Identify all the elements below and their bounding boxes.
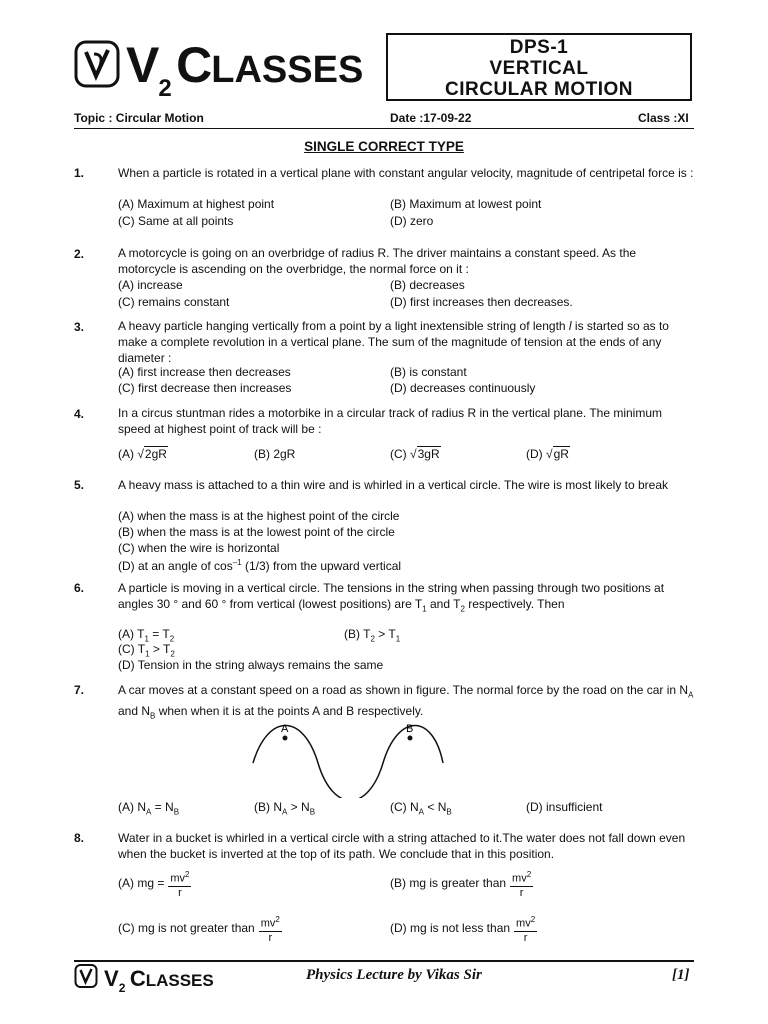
footer-logo-icon: [74, 964, 98, 988]
topic: Topic : Circular Motion: [74, 111, 204, 125]
option: (D) mg is not less than $\frac{mv^2}{r}$: [390, 915, 536, 944]
question-text: Water in a bucket is whirled in a vertical circle with a string attached to it.The water does not fall down even when the bucket is inverted at the top of its path. We conclude that in this position.: [118, 831, 686, 861]
option: (B) mg is greater than $\frac{mv^2}{r}$: [390, 870, 532, 899]
footer-brand: $V_2$ CLASSES: [104, 966, 214, 995]
question-text: A heavy mass is attached to a thin wire and is whirled in a vertical circle. The wire is most likely to break: [118, 478, 669, 492]
option: (A) mg = $\frac{mv^2}{r}$: [118, 870, 190, 899]
question-number: 5.: [74, 478, 85, 492]
option: (B) $N_A > N_B$: [254, 800, 316, 817]
option: (D) √gR: [526, 447, 569, 461]
point-a: [283, 736, 288, 741]
question-text: When a particle is rotated in a vertical plane with constant angular velocity, magnitude of centripetal force is :: [118, 166, 694, 180]
question-number: 8.: [74, 831, 85, 845]
option: (C) remains constant: [118, 295, 230, 309]
option: (D) Tension in the string always remains the same: [118, 658, 384, 672]
point-b: [408, 736, 413, 741]
class-label: Class :XI: [638, 111, 689, 125]
question-text: A car moves at a constant speed on a road as shown in figure. The normal force by the road on the car in $N_A$ and $N_B$ when when it is at the points A and B respectively.: [118, 683, 694, 721]
road-wave-figure: [248, 718, 448, 798]
date: Date :17-09-22: [390, 111, 472, 125]
option: (D) insufficient: [526, 800, 603, 814]
option: (B) $T_2 > T_1$: [344, 627, 401, 644]
question-text: A heavy particle hanging vertically from a point by a light inextensible string of length l is started so as to make a complete revolution in a vertical plane. The sum of the magnitude of tension at the ends of any diameter :: [118, 319, 669, 365]
question-text: A motorcycle is going on an overbridge of radius R. The driver maintains a constant speed. As the motorcycle is ascending on the overbridge, the normal force on it :: [118, 246, 637, 276]
option: (A) increase: [118, 278, 183, 292]
question-number: 7.: [74, 683, 85, 697]
option: (A) when the mass is at the highest point of the circle: [118, 509, 400, 523]
option: (B) 2gR: [254, 447, 296, 461]
option: (C) $T_1 > T_2$: [118, 642, 175, 659]
question-number: 3.: [74, 320, 85, 334]
option: (D) zero: [390, 214, 434, 228]
question-text: In a circus stuntman rides a motorbike in a circular track of radius R in the vertical plane. The minimum speed at highest point of track will be :: [118, 406, 662, 436]
document-title: DPS-1 VERTICAL CIRCULAR MOTION: [386, 33, 692, 101]
option: (C) first decrease then increases: [118, 381, 292, 395]
question-number: 1.: [74, 166, 85, 180]
option: (A) $N_A = N_B$: [118, 800, 180, 817]
divider: [74, 128, 694, 129]
footer-divider: [74, 960, 694, 962]
question-number: 4.: [74, 407, 85, 421]
option: (C) mg is not greater than $\frac{mv^2}{r}$: [118, 915, 280, 944]
option: (C) $N_A < N_B$: [390, 800, 452, 817]
option: (D) decreases continuously: [390, 381, 536, 395]
question-number: 2.: [74, 247, 85, 261]
option: (B) decreases: [390, 278, 465, 292]
label-b: B: [406, 723, 414, 735]
option: (A) Maximum at highest point: [118, 197, 275, 211]
option: (B) when the mass is at the lowest point of the circle: [118, 525, 395, 539]
option: (B) Maximum at lowest point: [390, 197, 542, 211]
option: (C) when the wire is horizontal: [118, 541, 280, 555]
option: (D) first increases then decreases.: [390, 295, 573, 309]
question-number: 6.: [74, 581, 85, 595]
page-number: [1]: [672, 967, 690, 983]
brand-name: V2 CLASSES: [126, 37, 364, 102]
question-text: A particle is moving in a vertical circle. The tensions in the string when passing through two positions at angles 30 ° and 60 ° from vertical (lowest positions) are $T_1$ and $T_2$ respectively. Then: [118, 581, 665, 614]
option: (B) is constant: [390, 365, 467, 379]
footer-text: Physics Lecture by Vikas Sir: [306, 967, 482, 983]
logo-icon: [74, 40, 120, 88]
option: (C) Same at all points: [118, 214, 234, 228]
option: (D) at an angle of $\cos^{-1} (1/3)$ from the upward vertical: [118, 558, 402, 573]
option: (A) $T_1 = T_2$: [118, 627, 175, 644]
label-a: A: [281, 723, 289, 735]
section-title: SINGLE CORRECT TYPE: [304, 139, 464, 154]
option: (A) first increase then decreases: [118, 365, 291, 379]
option: (A) √2gR: [118, 447, 167, 461]
option: (C) √3gR: [390, 447, 440, 461]
